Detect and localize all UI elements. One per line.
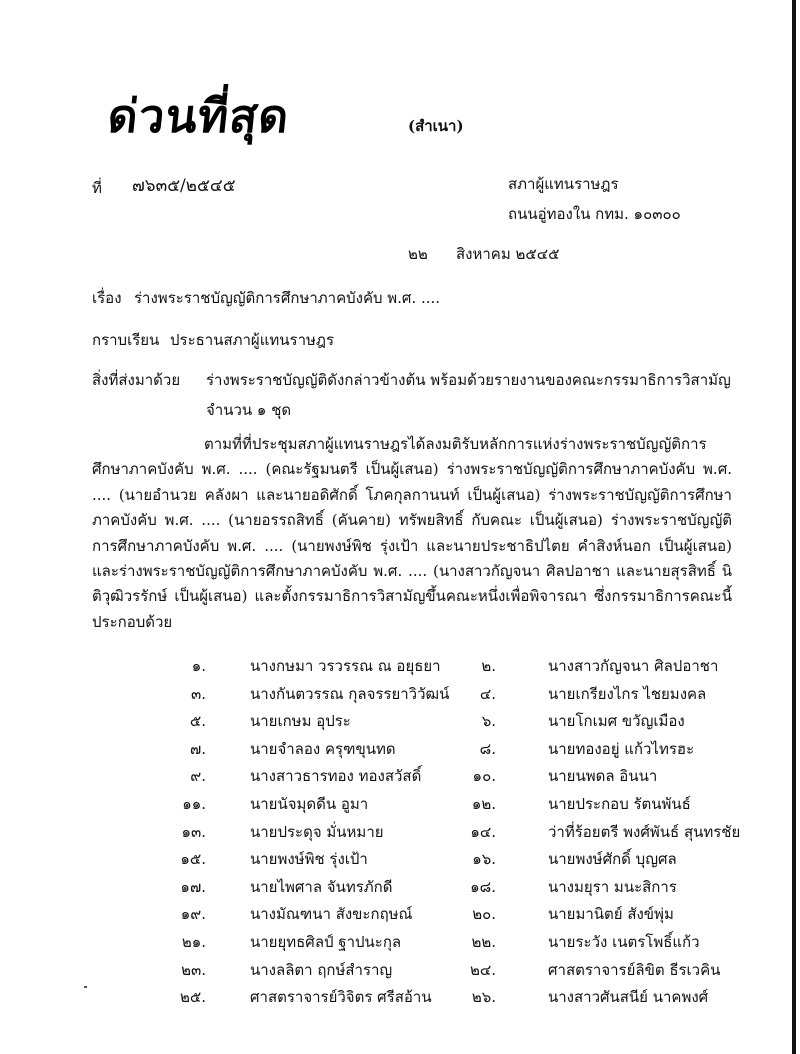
committee-member-list (0, 654, 800, 1013)
member-number: ๑๐. (472, 767, 496, 786)
member-number: ๑๙. (180, 905, 206, 924)
member-number: ๒๒. (471, 932, 496, 951)
member-number: ๑๖. (472, 850, 496, 869)
attachment-label: สิ่งที่ส่งมาด้วย (92, 371, 181, 389)
member-number: ๓. (190, 684, 206, 703)
org-address: ถนนอู่ทองใน กทม. ๑๐๓๐๐ (508, 205, 681, 223)
subject-label: เรื่อง (92, 289, 122, 307)
member-number: ๑๔. (470, 822, 496, 841)
member-row (0, 764, 800, 792)
body-paragraph: ตามที่ที่ประชุมสภาผู้แทนราษฎรได้ลงมติรับหลักการแห่งร่างพระราชบัญญัติการศึกษาภาคบังคับ พ.ศ. .... (คณะรัฐมนตรี เป็นผู้เสนอ) ร่างพระราชบัญญัติการศึกษาภาคบังคับ พ.ศ. .... (นายอำนวย คลังผา และนายอดิศักดิ์ โภคกุลกานนท์ เป็นผู้เสนอ) ร่างพระราชบัญญัติการศึกษาภาคบังคับ พ.ศ. .... (นายอรรถสิทธิ์ (คันคาย) ทรัพยสิทธิ์ กับคณะ เป็นผู้เสนอ) ร่างพระราชบัญญัติการศึกษาภาคบังคับ พ.ศ. .... (นายพงษ์พิช รุ่งเป้า และนายประชาธิปไตย คำสิงห์นอก เป็นผู้เสนอ) และร่างพระราชบัญญัติการศึกษาภาคบังคับ พ.ศ. .... (นางสาวกัญจนา ศิลปอาชา และนายสุรสิทธิ์ นิติวุฒิวรรักษ์ เป็นผู้เสนอ) และตั้งกรรมาธิการวิสามัญขึ้นคณะหนึ่งเพื่อพิจารณา ซึ่งกรรมาธิการคณะนี้ประกอบด้วย (92, 435, 732, 631)
ref-number: ๗๖๓๕/๒๕๔๕ (132, 176, 236, 196)
member-number: ๒๔. (469, 960, 496, 979)
ref-label: ที่ (92, 179, 102, 197)
member-name: นายไพศาล จันทรภักดี (250, 877, 393, 896)
member-number: ๒๓. (181, 960, 206, 979)
member-row (0, 737, 800, 765)
member-number: ๑. (191, 657, 206, 675)
member-name: ว่าที่ร้อยตรี พงศ์พันธ์ สุนทรชัย (548, 822, 741, 841)
member-number: ๗. (189, 739, 206, 758)
recipient-label: กราบเรียน (92, 331, 160, 349)
member-number: ๑๓. (181, 822, 206, 841)
member-number: ๒๖. (471, 988, 496, 1007)
member-name: นางกันตวรรณ กุลจรรยาวิวัฒน์ (250, 684, 450, 703)
date-day: ๒๒ (408, 245, 428, 263)
copy-mark: (สำเนา) (408, 117, 464, 135)
member-number: ๑๘. (470, 877, 496, 896)
member-row (0, 930, 800, 958)
member-row (0, 875, 800, 903)
member-name: นายยุทธศิลป์ ฐาปนะกุล (250, 932, 402, 951)
member-number: ๑๑. (182, 794, 206, 813)
member-row (0, 902, 800, 930)
member-name: นายพงษ์พิช รุ่งเป้า (250, 850, 368, 869)
member-name: นางลลิตา ฤกษ์สำราญ (250, 960, 393, 979)
member-number: ๑๗. (180, 877, 206, 896)
member-row (0, 958, 800, 986)
member-name: นายพงษ์ศักดิ์ บุญศล (548, 850, 677, 869)
member-name: นางสาวกัญจนา ศิลปอาชา (548, 657, 719, 675)
member-name: นายประดุจ มั่นหมาย (250, 822, 384, 841)
member-number: ๒๕. (179, 988, 206, 1007)
scan-speck (84, 986, 87, 988)
member-name: นายนัจมุดดีน อูมา (250, 794, 369, 813)
member-name: นายจำลอง ครุฑขุนทด (250, 739, 396, 758)
member-number: ๑๕. (180, 850, 206, 869)
member-name: นายทองอยู่ แก้วไทรฮะ (548, 739, 695, 758)
member-number: ๘. (479, 739, 496, 758)
member-number: ๕. (189, 712, 206, 731)
urgent-stamp: ด่วนที่สุด (105, 89, 293, 143)
member-number: ๒๐. (472, 905, 496, 924)
org-name: สภาผู้แทนราษฎร (508, 175, 619, 193)
date-month-year: สิงหาคม ๒๕๔๕ (456, 245, 560, 263)
member-name: นายประกอบ รัตนพันธ์ (548, 794, 691, 813)
member-row (0, 820, 800, 848)
recipient-text: ประธานสภาผู้แทนราษฎร (170, 331, 335, 349)
member-name: นายมานิตย์ สังข์พุ่ม (548, 905, 674, 924)
attachment-quantity: จำนวน ๑ ชุด (206, 401, 292, 419)
subject-text: ร่างพระราชบัญญัติการศึกษาภาคบังคับ พ.ศ. .... (134, 289, 441, 307)
member-name: นางสาวธารทอง ทองสวัสดิ์ (250, 767, 422, 786)
member-row (0, 709, 800, 737)
member-name: นายโกเมศ ขวัญเมือง (548, 712, 685, 731)
member-name: นายระวัง เนตรโพธิ์แก้ว (548, 932, 700, 951)
member-number: ๖. (481, 712, 496, 731)
member-name: นางสาวศันสนีย์ นาคพงศ์ (548, 988, 709, 1007)
member-number: ๒๑. (181, 932, 206, 951)
member-name: ศาสตราจารย์วิจิตร ศรีสอ้าน (250, 988, 432, 1007)
member-name: นางกษมา วรวรรณ ณ อยุธยา (250, 657, 441, 675)
member-number: ๒. (481, 657, 496, 675)
member-number: ๔. (479, 684, 496, 703)
attachment-text: ร่างพระราชบัญญัติดังกล่าวข้างต้น พร้อมด้วยรายงานของคณะกรรมาธิการวิสามัญ (206, 371, 731, 389)
member-row (0, 847, 800, 875)
member-number: ๑๒. (471, 794, 496, 813)
member-name: ศาสตราจารย์ลิขิต ธีรเวคิน (548, 960, 721, 979)
member-row (0, 792, 800, 820)
member-name: นายนพดล อินนา (548, 767, 658, 786)
member-name: นางมัณฑนา สังขะกฤษณ์ (250, 905, 413, 924)
member-row (0, 682, 800, 710)
member-name: นายเกษม อุประ (250, 712, 351, 731)
member-name: นายเกรียงไกร ไชยมงคล (548, 684, 707, 703)
member-row (0, 654, 800, 682)
member-name: นางมยุรา มนะสิการ (548, 877, 677, 896)
member-number: ๙. (190, 767, 206, 786)
member-row (0, 985, 800, 1013)
